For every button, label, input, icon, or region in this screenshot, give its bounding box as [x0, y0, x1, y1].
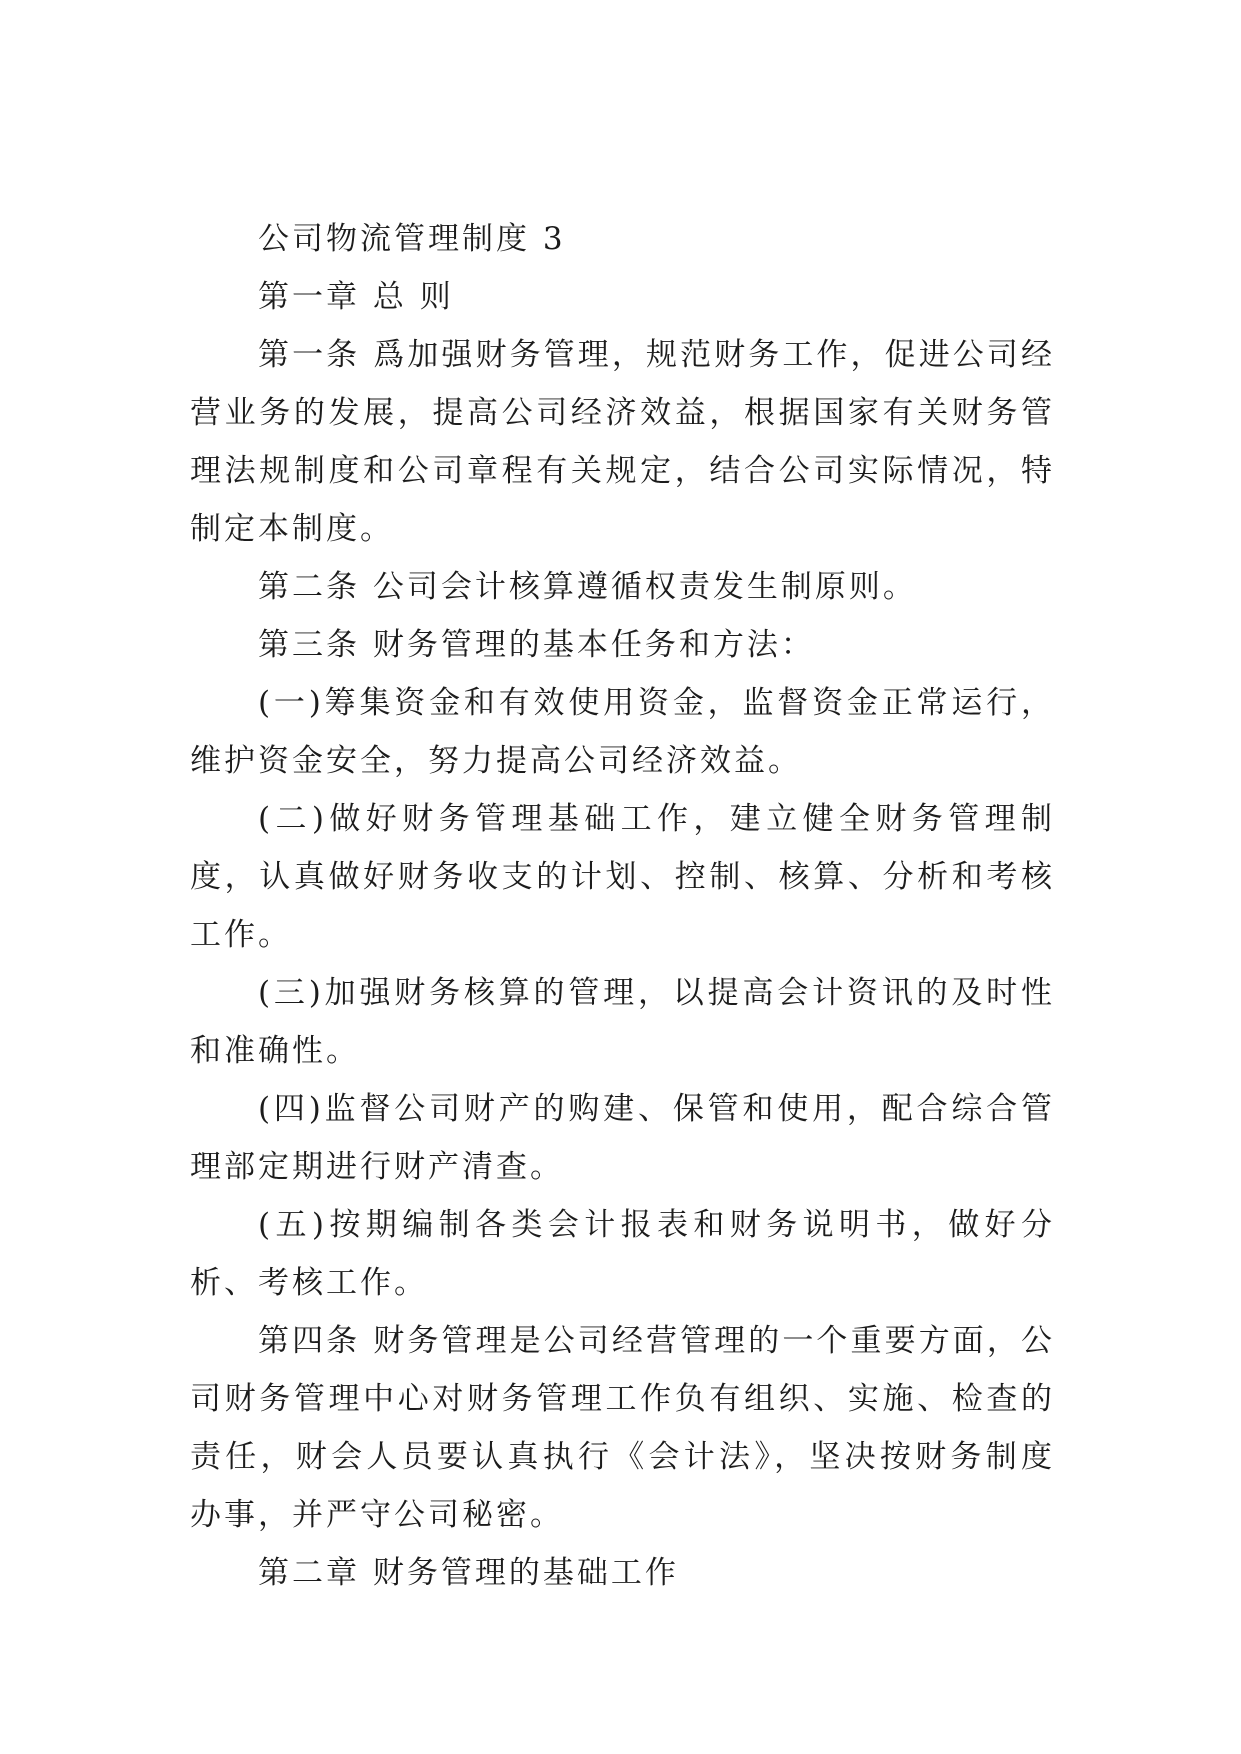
article-3: 第三条 财务管理的基本任务和方法：	[258, 627, 815, 663]
article-3-item-4: (四)监督公司财产的购建、保管和使用，配合综合管理部定期进行财产清查。	[190, 1091, 1055, 1185]
document-title: 公司物流管理制度 3	[258, 221, 566, 257]
chapter-heading-1: 第一章 总 则	[258, 279, 454, 315]
article-3-item-3: (三)加强财务核算的管理，以提高会计资讯的及时性和准确性。	[190, 975, 1055, 1069]
article-4: 第四条 财务管理是公司经营管理的一个重要方面，公司财务管理中心对财务管理工作负有组织、实施、检查的责任，财会人员要认真执行《会计法》，坚决按财务制度办事，并严守公司秘密。	[190, 1323, 1055, 1533]
document-body	[190, 210, 1055, 1602]
chapter-heading-2: 第二章 财务管理的基础工作	[258, 1555, 679, 1591]
article-3-item-1: (一)筹集资金和有效使用资金，监督资金正常运行，维护资金安全，努力提高公司经济效益。	[190, 685, 1055, 779]
article-2: 第二条 公司会计核算遵循权责发生制原则。	[258, 569, 917, 605]
article-1: 第一条 爲加强财务管理，规范财务工作，促进公司经营业务的发展，提高公司经济效益，根据国家有关财务管理法规制度和公司章程有关规定，结合公司实际情况，特制定本制度。	[190, 337, 1055, 547]
article-3-item-2: (二)做好财务管理基础工作，建立健全财务管理制度，认真做好财务收支的计划、控制、核算、分析和考核工作。	[190, 801, 1055, 953]
article-3-item-5: (五)按期编制各类会计报表和财务说明书，做好分析、考核工作。	[190, 1207, 1055, 1301]
